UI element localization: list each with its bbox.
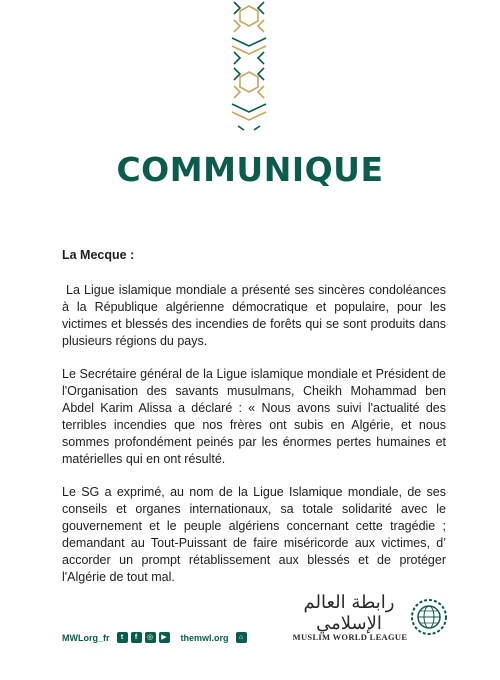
mwl-logo: [282, 588, 452, 652]
youtube-icon[interactable]: ▶: [159, 632, 170, 643]
paragraph-secretary-statement: Le Secrétaire général de la Ligue islamique mondiale et Président de l'Organisation des savants musulmans, Cheikh Mohammad ben Abdel Karim Alissa a déclaré : « Nous avons suivi l'actualité des terribles incendies que nos frères ont subis en Algérie, et nous sommes profondément peinés par les énormes pertes humaines et matérielles qui en ont résulté.: [62, 367, 446, 466]
dateline-place: La Mecque :: [62, 248, 135, 262]
instagram-icon[interactable]: ◎: [145, 632, 156, 643]
footer: [62, 588, 452, 652]
logo-english-text: MUSLIM WORLD LEAGUE: [292, 632, 408, 642]
communique-body: [62, 248, 446, 602]
social-handle[interactable]: MWLorg_fr: [62, 632, 110, 643]
twitter-icon[interactable]: t: [117, 632, 128, 643]
website-link[interactable]: themwl.org: [180, 632, 229, 643]
home-icon[interactable]: ⌂: [236, 632, 247, 643]
paragraph-solidarity: Le SG a exprimé, au nom de la Ligue Islamique mondiale, de ses conseils et organes internationaux, sa totale solidarité avec le gouvernement et le peuple algériens concernant cette tragédie ; demandant au Tout-Puissant de faire miséricorde aux victimes, d’ accorder un prompt rétablissement aux blessés et de protéger l'Algérie de tout mal.: [62, 485, 446, 584]
social-links: [62, 632, 247, 643]
page-title: COMMUNIQUE: [116, 150, 384, 189]
globe-emblem-icon: [410, 598, 448, 636]
facebook-icon[interactable]: f: [131, 632, 142, 643]
hexagon-lattice-ornament-icon: [218, 0, 280, 132]
logo-arabic-text: رابطة العالم الإسلامي: [303, 592, 395, 634]
paragraph-condolences: La Ligue islamique mondiale a présenté ses sincères condoléances à la République algérienne démocratique et populaire, pour les victimes et blessés des incendies de forêts qui se sont produits dans plusieurs régions du pays.: [62, 283, 446, 348]
